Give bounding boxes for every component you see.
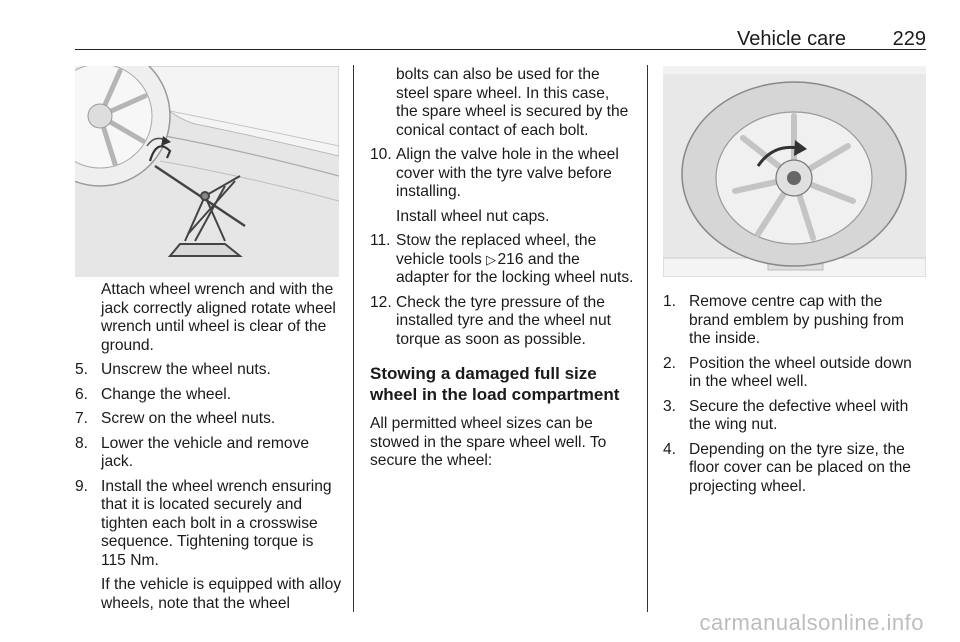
list-item	[370, 294, 635, 350]
step-text: Align the valve hole in the wheel cover with the tyre valve before installing.	[396, 146, 619, 200]
step-text: Secure the defective wheel with the wing nut.	[689, 397, 909, 433]
step-number: 5.	[75, 361, 89, 378]
step-number: 2.	[663, 354, 677, 372]
step-text	[396, 232, 635, 288]
section-heading: Stowing a damaged full size wheel in the load compartment	[370, 364, 620, 404]
column-right	[663, 293, 926, 496]
section-paragraph: All permitted wheel sizes can be stowed in the spare wheel well. To secure the wheel:	[370, 415, 607, 469]
jack-wheel-wrench-illustration	[75, 66, 339, 277]
step-number: 9.	[75, 477, 89, 495]
column-middle	[370, 66, 635, 471]
step-text-before: Stow the replaced wheel, the vehicle tools	[396, 232, 597, 268]
step-text: Remove centre cap with the brand emblem by pushing from the inside.	[689, 293, 904, 347]
step-text: Position the wheel outside down in the wheel well.	[689, 354, 912, 390]
spare-wheel-illustration-svg	[663, 66, 926, 277]
page-reference-arrow-icon: ▷	[486, 251, 497, 267]
list-item	[370, 146, 635, 202]
step-number: 4.	[663, 440, 677, 458]
step-note: If the vehicle is equipped with alloy wheels, note that the wheel	[101, 576, 342, 612]
list-item	[370, 232, 635, 288]
column-divider	[647, 65, 648, 612]
continuation-paragraph: bolts can also be used for the steel spare wheel. In this case, the spare wheel is secured by the conical contact of each bolt.	[396, 66, 629, 139]
step-note: Install wheel nut caps.	[396, 207, 550, 225]
list-item	[663, 441, 926, 497]
list-item	[75, 361, 342, 380]
step-number: 12.	[370, 293, 392, 311]
step-number: 1.	[663, 293, 677, 310]
list-item	[663, 355, 926, 392]
list-item	[75, 478, 342, 571]
step-text: Install the wheel wrench ensuring that it is located securely and tighten each bolt in a crosswise sequence. Tightening torque is 115 Nm.	[101, 477, 332, 569]
step-text: Screw on the wheel nuts.	[101, 410, 276, 427]
section-title: Vehicle care	[737, 28, 846, 50]
intro-paragraph: Attach wheel wrench and with the jack correctly aligned rotate wheel wrench until wheel is clear of the ground.	[101, 281, 336, 354]
spare-wheel-well-illustration	[663, 66, 926, 277]
footer-watermark: carmanualsonline.info	[699, 610, 924, 635]
list-item	[75, 386, 342, 405]
jack-illustration-svg	[75, 66, 339, 277]
column-divider	[353, 65, 354, 612]
step-number: 8.	[75, 434, 89, 452]
step-text: Change the wheel.	[101, 385, 232, 403]
page-header	[75, 26, 926, 50]
list-item	[75, 435, 342, 472]
step-text-after: and the adapter for the locking wheel nuts.	[396, 250, 634, 286]
step-number: 3.	[663, 397, 677, 415]
page-reference-number[interactable]: 216	[497, 250, 524, 268]
step-text: Depending on the tyre size, the floor cover can be placed on the projecting wheel.	[689, 440, 911, 495]
step-number: 6.	[75, 385, 89, 403]
column-left	[75, 281, 342, 613]
step-number: 11.	[370, 232, 391, 249]
step-number: 7.	[75, 410, 89, 427]
page-number: 229	[892, 28, 926, 50]
step-text: Lower the vehicle and remove jack.	[101, 434, 310, 470]
step-number: 10.	[370, 146, 392, 163]
list-item	[75, 410, 342, 429]
list-item	[663, 293, 926, 349]
list-item	[663, 398, 926, 435]
step-text: Check the tyre pressure of the installed tyre and the wheel nut torque as soon as possible.	[396, 293, 611, 348]
step-text: Unscrew the wheel nuts.	[101, 361, 271, 378]
